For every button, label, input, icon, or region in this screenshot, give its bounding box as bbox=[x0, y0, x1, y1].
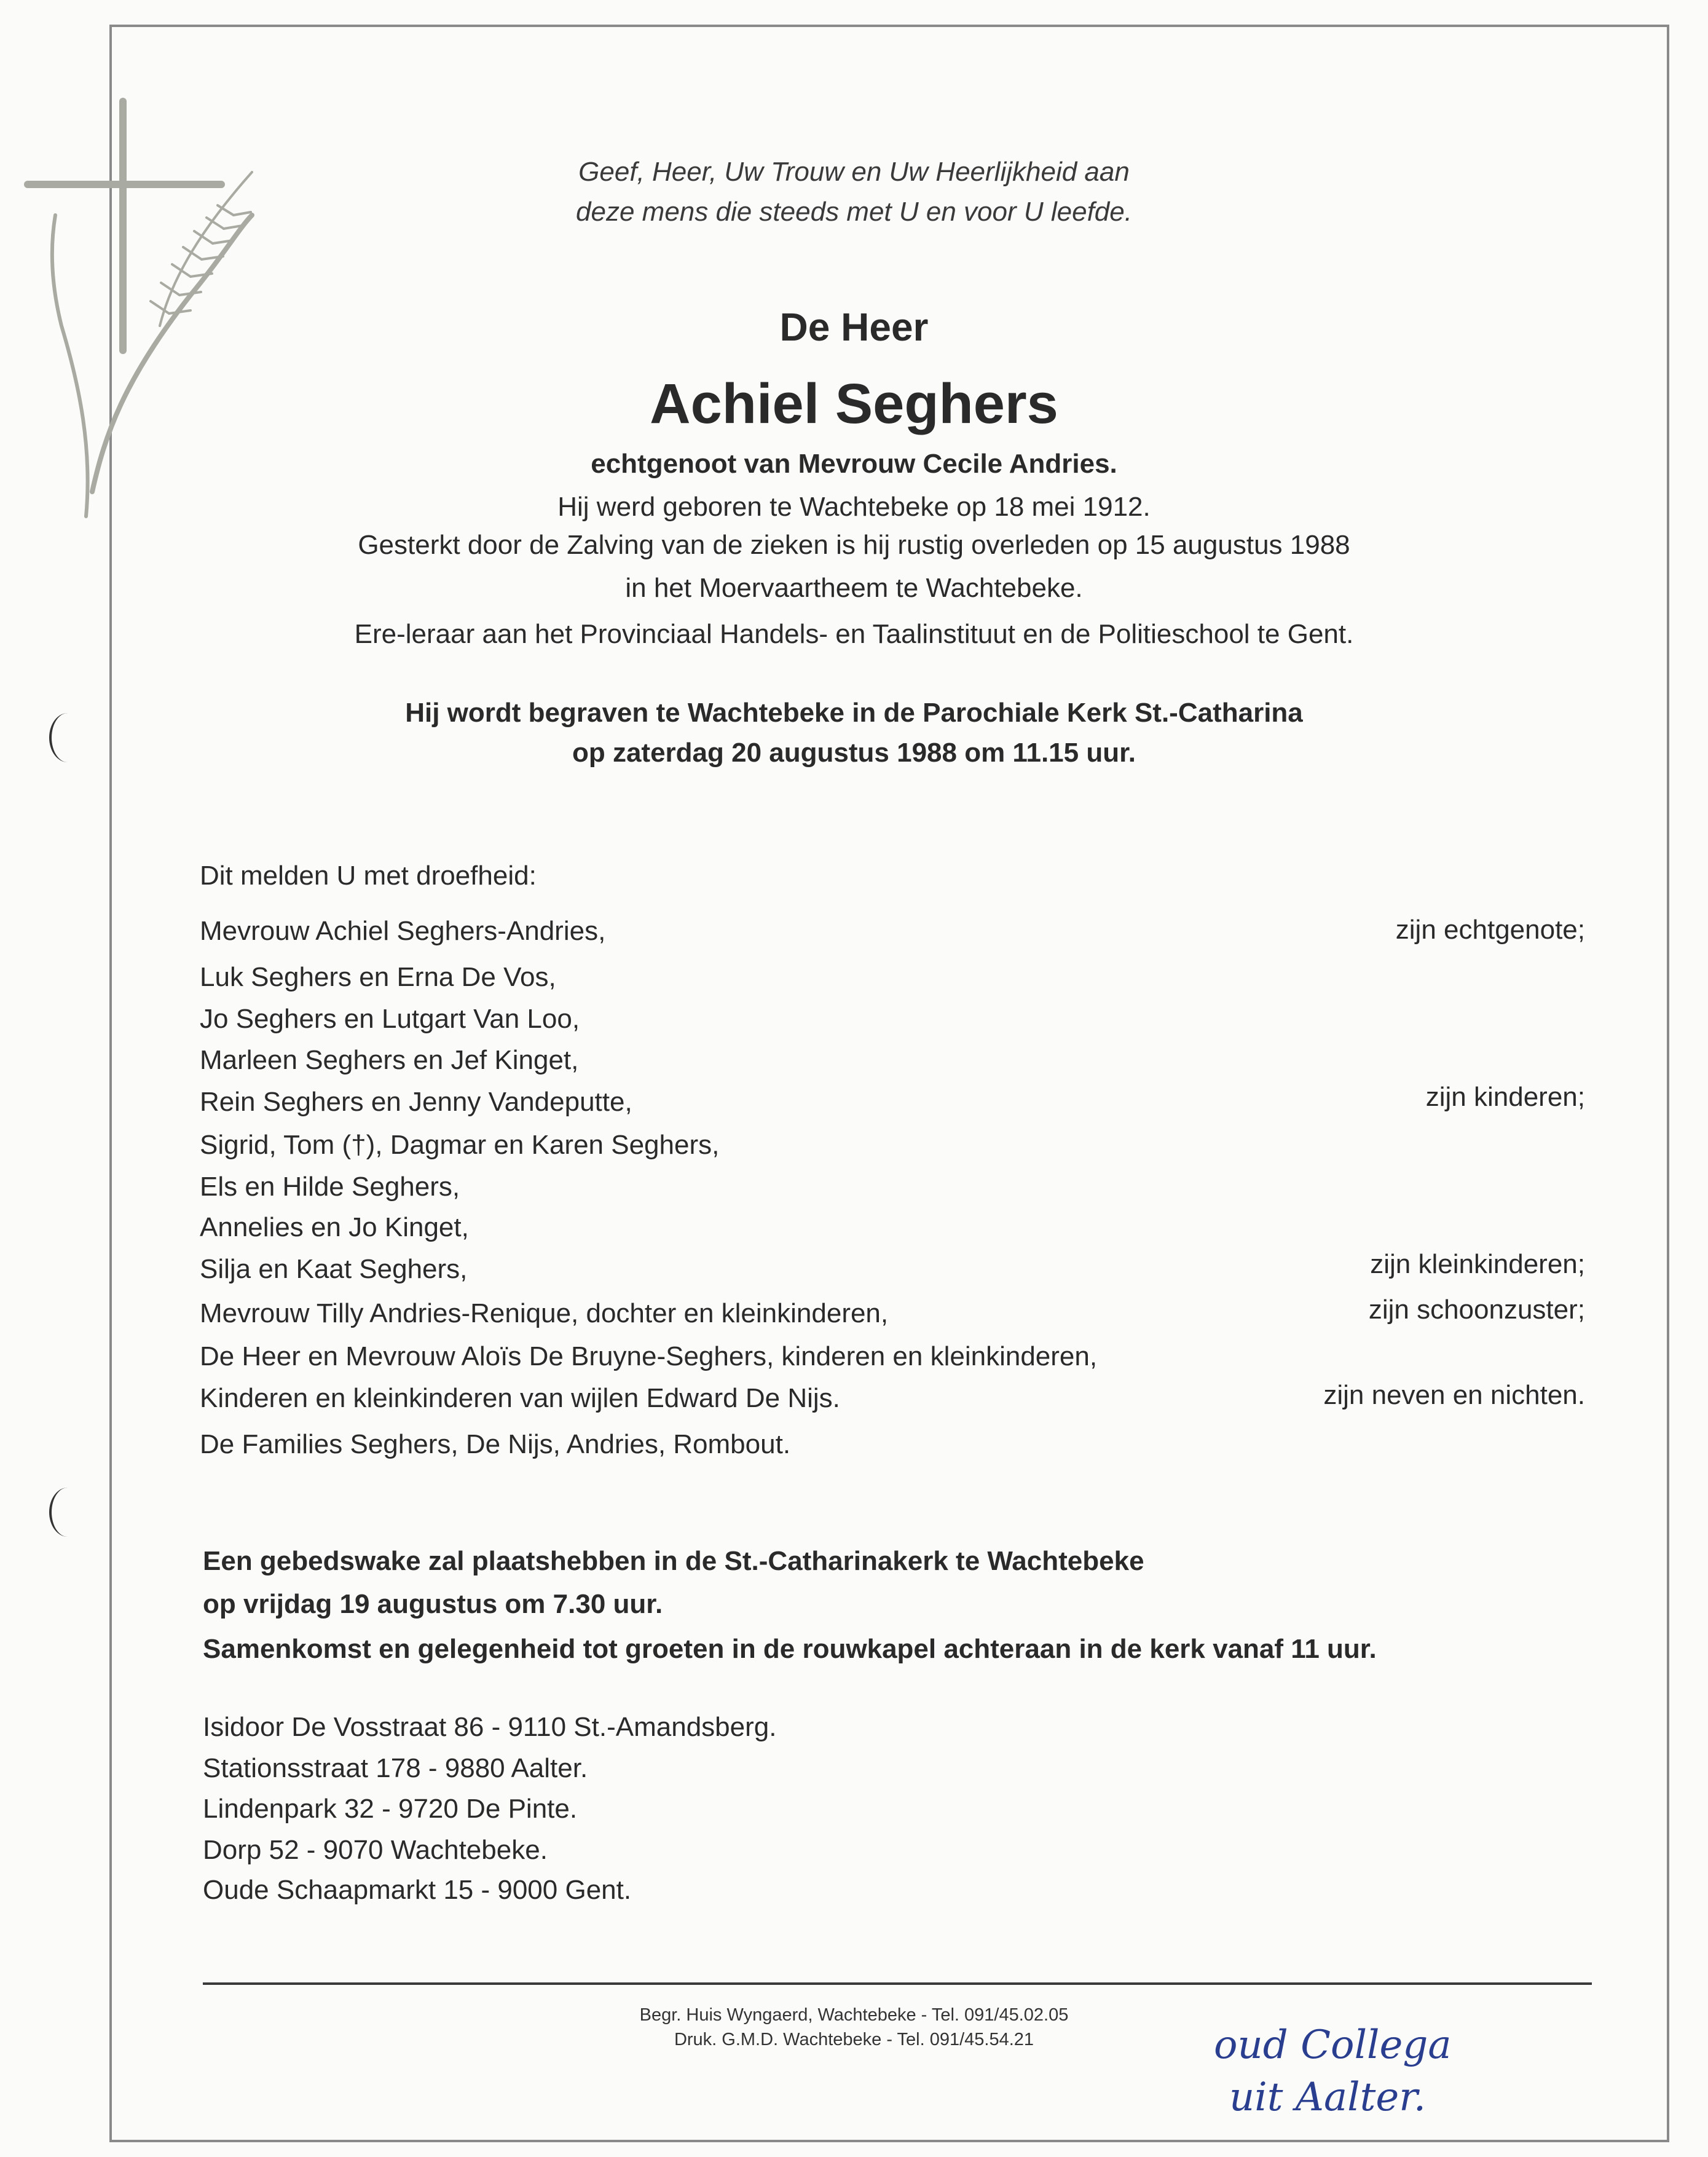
relation-label: zijn kinderen; bbox=[1425, 1082, 1585, 1112]
footer-divider bbox=[203, 1982, 1592, 1985]
burial-line: Hij wordt begraven te Wachtebeke in de Parochiale Kerk St.-Catharina bbox=[405, 698, 1303, 728]
handwritten-note: uit Aalter. bbox=[1229, 2075, 1427, 2120]
footer-line: Begr. Huis Wyngaerd, Wachtebeke - Tel. 091/45.02.05 bbox=[639, 2005, 1069, 2025]
mourner-line: Mevrouw Achiel Seghers-Andries, bbox=[200, 916, 606, 946]
verse-line-1: Geef, Heer, Uw Trouw en Uw Heerlijkheid aan bbox=[578, 157, 1130, 187]
mourner-line: Annelies en Jo Kinget, bbox=[200, 1212, 469, 1242]
handwritten-note: oud Collega bbox=[1214, 2022, 1452, 2068]
deceased-name: Achiel Seghers bbox=[650, 373, 1058, 435]
bio-line: in het Moervaartheem te Wachtebeke. bbox=[625, 573, 1083, 603]
mourner-line: Kinderen en kleinkinderen van wijlen Edward De Nijs. bbox=[200, 1383, 840, 1413]
address-line: Dorp 52 - 9070 Wachtebeke. bbox=[203, 1835, 548, 1865]
punch-hole-mark bbox=[49, 1488, 86, 1537]
vigil-line: op vrijdag 19 augustus om 7.30 uur. bbox=[203, 1589, 663, 1619]
address-line: Lindenpark 32 - 9720 De Pinte. bbox=[203, 1794, 578, 1824]
vigil-line: Samenkomst en gelegenheid tot groeten in de rouwkapel achteraan in de kerk vanaf 11 uur. bbox=[203, 1634, 1377, 1664]
relation-label: zijn kleinkinderen; bbox=[1370, 1249, 1585, 1279]
address-line: Isidoor De Vosstraat 86 - 9110 St.-Amandsberg. bbox=[203, 1712, 777, 1742]
address-line: Stationsstraat 178 - 9880 Aalter. bbox=[203, 1753, 588, 1783]
burial-line: op zaterdag 20 augustus 1988 om 11.15 uur. bbox=[572, 738, 1136, 768]
mourner-line: Sigrid, Tom (†), Dagmar en Karen Seghers, bbox=[200, 1130, 720, 1160]
verse-line-2: deze mens die steeds met U en voor U leefde. bbox=[576, 197, 1132, 227]
mourner-line: Silja en Kaat Seghers, bbox=[200, 1254, 468, 1284]
announcement: Dit melden U met droefheid: bbox=[200, 861, 537, 891]
bio-line: Ere-leraar aan het Provinciaal Handels- en Taalinstituut en de Politieschool te Gent. bbox=[354, 619, 1354, 649]
mourner-line: Marleen Seghers en Jef Kinget, bbox=[200, 1045, 579, 1075]
mourner-line: De Families Seghers, De Nijs, Andries, Rombout. bbox=[200, 1429, 791, 1459]
mourner-line: Els en Hilde Seghers, bbox=[200, 1172, 460, 1202]
mourner-line: Luk Seghers en Erna De Vos, bbox=[200, 962, 556, 992]
bio-line: Hij werd geboren te Wachtebeke op 18 mei 1912. bbox=[557, 492, 1151, 522]
mourner-line: De Heer en Mevrouw Aloïs De Bruyne-Seghers, kinderen en kleinkinderen, bbox=[200, 1341, 1098, 1371]
mourner-line: Rein Seghers en Jenny Vandeputte, bbox=[200, 1087, 632, 1117]
mourner-line: Mevrouw Tilly Andries-Renique, dochter en kleinkinderen, bbox=[200, 1298, 889, 1328]
vigil-line: Een gebedswake zal plaatshebben in de St.-Catharinakerk te Wachtebeke bbox=[203, 1546, 1144, 1576]
footer-line: Druk. G.M.D. Wachtebeke - Tel. 091/45.54.21 bbox=[674, 2030, 1034, 2049]
relation-label: zijn neven en nichten. bbox=[1323, 1380, 1585, 1410]
relation-label: zijn echtgenote; bbox=[1395, 915, 1585, 945]
address-line: Oude Schaapmarkt 15 - 9000 Gent. bbox=[203, 1875, 632, 1905]
bio-line: Gesterkt door de Zalving van de zieken is hij rustig overleden op 15 augustus 1988 bbox=[358, 530, 1350, 560]
mourner-line: Jo Seghers en Lutgart Van Loo, bbox=[200, 1004, 580, 1034]
spouse-line: echtgenoot van Mevrouw Cecile Andries. bbox=[591, 449, 1117, 479]
relation-label: zijn schoonzuster; bbox=[1368, 1295, 1585, 1325]
honorific-title: De Heer bbox=[779, 305, 929, 349]
